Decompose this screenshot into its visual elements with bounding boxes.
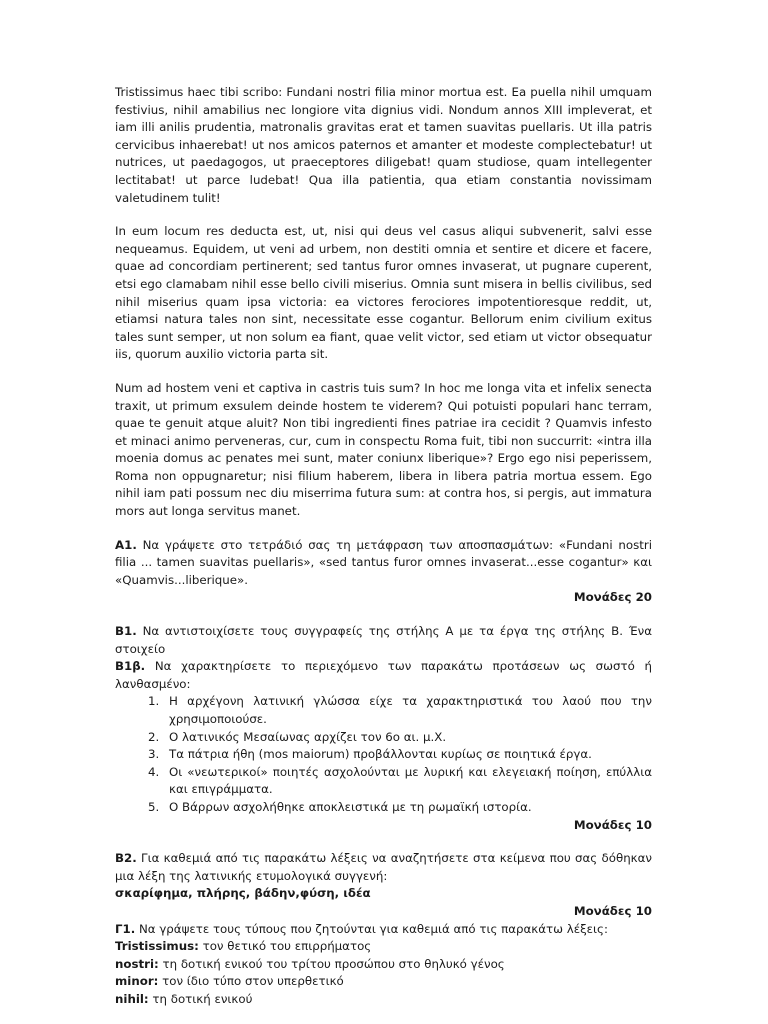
question-a1-text: Να γράψετε στο τετράδιό σας τη μετάφραση των αποσπασμάτων: «Fundani nostri filia ... tamen suavitas puellaris», «sed tantus furor omnes invaserat...esse cogantur» και «Quamvis...liberique». [115,537,652,587]
question-a1-points: Μονάδες 20 [573,590,652,605]
question-b1b [115,658,652,693]
question-g1-label: Γ1. [115,921,136,936]
list-item: 4. Οι «νεωτερικοί» ποιητές ασχολούνται με λυρική και ελεγειακή ποίηση, επύλλια και επιγράμματα. [163,764,652,799]
question-a1-label: A1. [115,537,137,552]
question-b2-text: Για καθεμιά από τις παρακάτω λέξεις να αναζητήσετε στα κείμενα που σας δόθηκαν μια λέξη της λατινικής ετυμολογικά συγγενή: [115,851,652,883]
form-row-desc: τη δοτική ενικού του τρίτου προσώπου στο θηλυκό γένος [158,956,505,971]
question-b2-label: B2. [115,851,137,866]
document-page [115,84,652,1009]
list-item: 2. Ο λατινικός Μεσαίωνας αρχίζει τον 6ο αι. μ.Χ. [163,729,652,747]
question-b2 [115,850,652,885]
question-b1-text: Να αντιστοιχίσετε τους συγγραφείς της στήλης Α με τα έργα της στήλης Β. Ένα στοιχείο [115,624,652,656]
question-b1b-text: Να χαρακτηρίσετε το περιεχόμενο των παρακάτω προτάσεων ως σωστό ή λανθασμένο: [115,659,652,691]
form-row-word: Tristissimus: [115,939,199,954]
question-g1-text: Να γράψετε τους τύπους που ζητούνται για καθεμιά από τις παρακάτω λέξεις: [135,921,608,936]
form-row-desc: τη δοτική ενικού [148,991,253,1006]
form-row [115,973,652,991]
latin-passage-3: Num ad hostem veni et captiva in castris tuis sum? In hoc me longa vita et infelix senecta traxit, ut primum exsulem deinde hostem te viderem? Qui potuisti populari hanc terram, quae te genuit atque aluit? Non tibi ingredienti fines patriae ira cecidit ? Quamvis infesto et minaci animo perveneras, cur, cum in conspectu Roma fuit, tibi non succurrit: «intra illa moenia domus ac penates mei sunt, mater coniunx liberique»? Ergo ego nisi peperissem, Roma non oppugnaretur; nisi filium haberem, libera in libera patria mortua essem. Ego nihil iam pati possum nec diu miserrima futura sum: at contra hos, si pergis, aut immatura mors aut longa servitus manet. [115,380,652,519]
list-item: 3. Τα πάτρια ήθη (mos maiorum) προβάλλονται κυρίως σε ποιητικά έργα. [163,746,652,764]
question-b2-points: Μονάδες 10 [573,903,652,918]
question-b1b-label: B1β. [115,659,146,674]
question-b1 [115,623,652,658]
statement-list [115,693,652,816]
form-row-desc: τον θετικό του επιρρήματος [198,939,372,954]
question-a1 [115,537,652,590]
form-row-word: nihil: [115,991,149,1006]
form-row-word: minor: [115,974,159,989]
form-row [115,956,652,974]
latin-passage-2: In eum locum res deducta est, ut, nisi qui deus vel casus aliqui subvenerit, salvi esse nequeamus. Equidem, ut veni ad urbem, non destiti omnia et sentire et dicere et facere, quae ad concordiam pertinerent; sed tantus furor omnes invaserat, ut pugnare cuperent, etsi ego clamabam nihil esse bello civili miserius. Omnia sunt misera in bellis civilibus, sed nihil miserius quam ipsa victoria: ea victores ferociores impotentioresque reddit, ut, etiamsi natura tales non sint, necessitate esse cogantur. Bellorum enim civilium exitus tales sunt semper, ut non solum ea fiant, quae velit victor, sed etiam ut victor obsequatur iis, quorum auxilio victoria parta sit. [115,224,652,362]
form-row-word: nostri: [115,956,159,971]
list-item: 1. Η αρχέγονη λατινική γλώσσα είχε τα χαρακτηριστικά του λαού που την χρησιμοποιούσε. [163,693,652,728]
form-row-desc: τον ίδιο τύπο στον υπερθετικό [158,974,344,989]
question-b2-words: σκαρίφημα, πλήρης, βάδην,φύση, ιδέα [115,886,371,901]
latin-passage-1: Tristissimus haec tibi scribo: Fundani nostri filia minor mortua est. Ea puella nihil umquam festivius, nihil amabilius nec longiore vita dignius vidi. Nondum annos XIII impleverat, et iam illi anilis prudentia, matronalis gravitas erat et tamen suavitas puellaris. Ut illa patris cervicibus inhaerebat! ut nos amicos paternos et amanter et modeste complectebatur! ut nutrices, ut paedagogos, ut praeceptores diligebat! quam studiose, quam intellegenter lectitabat! ut parce ludebat! Qua illa patientia, qua etiam constantia novissimam valetudinem tulit! [115,85,652,205]
question-b1-label: B1. [115,624,137,639]
question-g1 [115,921,652,939]
form-row [115,991,652,1009]
form-row [115,938,652,956]
question-b1b-points: Μονάδες 10 [573,817,652,832]
list-item: 5. Ο Βάρρων ασχολήθηκε αποκλειστικά με τη ρωμαϊκή ιστορία. [163,799,652,817]
